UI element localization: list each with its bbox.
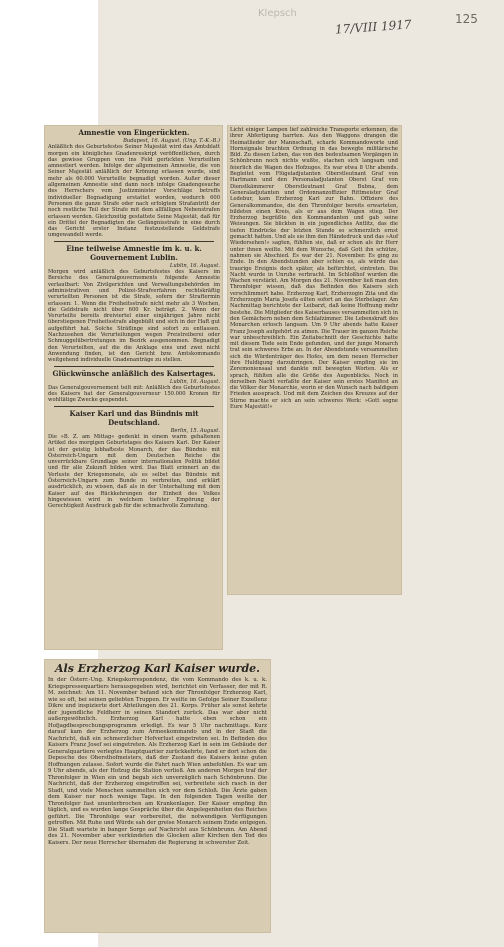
article-wishes: Das Generalgouvernement teilt mit: Anläßlich des Geburtsfestes des Kaisers hat der Generalgouverneur 150.000 Kronen für wohltätige Zwecke gespendet. <box>48 384 220 404</box>
newspaper-clipping-left <box>44 125 223 650</box>
newspaper-clipping-right <box>227 125 402 595</box>
article-lublin: Morgen wird anläßlich des Geburtsfestes des Kaisers im Bereiche des Generalgouvernements folgende Amnestie verlautbart: Von Zivilgerichten und Verwaltungsbehörden im administrativen und Polizei-Strafverfahren rechtskräftig verurteilten Personen ist die Strafe, sofern der Straftermin erlassen: 1. Wenn die Freiheitsstrafe nicht mehr als 3 Wochen, die Geldstrafe nicht über 600 Kr. beträgt. 2. Wenn der Verurteilte bereits dreiviertel einer einjährigen Jahre nicht überstiegenen Freiheitsstrafe abgebüßt und sich in der Haft gut aufgeführt hat. Solche Sträflinge sind sofort zu entlassen. Nachzusehen die Verurteilungen wegen Preistreiberei oder Schmuggelübertretungen im Bezirk ausgenommen. Begnadigt den Verurteilten, auf die die Anklage eins und zwei nicht Anwendung finden, ist den Gericht bzw. Amtskommando weitgehend individuelle Gnadenanträge zu stellen. <box>48 269 220 364</box>
article-emperor: In der Österr.-Ung. Kriegskorrespondenz, die vom Kommando des k. u. k. Kriegspressequartiers herausgegeben wird, berichtet ein Verfasser, der mit R. M. zeichnet: Am 11. November befand sich der Thronfolger Erzherzog Karl, wie so oft, bei seinen geliebten Truppen. Er weilte im Gefolge Seiner Exzellenz Dikre und inspizierte dort Abteilungen des 21. Korps. Früher als sonst kehrte der jugendliche Feldherr in seinen Standort zurück. Das war aber nicht außergewöhnlich. Erzherzog Karl hatte eben schon ein Hofjagdbesprechungsprogramm erledigt. Es war 5 Uhr nachmittags. Kurz darauf kam der Erzherzog zum Armeekommando und in der Stadt die Nachricht, daß ein schmerzlicher Hofverlust eingetreten sei. In Befinden des Kaisers Franz Josef sei eingetreten. Als Erzherzog Karl in sein im Gebäude der Generalquartiere verlegtes Hauptquartier zurückkehrte, fand er dort schon die Depesche des Obersthofmeisters, daß der Zustand des Kaisers keine guten Hoffnungen zulasse. Sofort wurde die Fahrt nach Wien anbefohlen. Es war um 9 Uhr abends, als der Hofzug die Station verließ. Am anderen Morgen traf der Thronfolger in Wien ein und begab sich unverzüglich nach Schönbrunn. Die Nachricht, daß der Erzherzog eingetroffen sei, verbreitete sich rasch in der Stadt, und viele Menschen sammelten sich vor dem Schloß. Die Ärzte gaben dem Kaiser nur noch wenige Tage. In den folgenden Tagen weilte der Thronfolger fast ununterbrochen am Krankenlager. Der Kaiser empfing ihn täglich, und es wurden lange Gespräche über die Angelegenheiten des Reiches geführt. Die Thronfolge war vorbereitet, die notwendigen Verfügungen getroffen. Mit Ruhe und Würde sah der greise Monarch seinem Ende entgegen. Die Stadt wartete in banger Sorge auf Nachricht aus Schönbrunn. Am Abend des 21. November aber verkündeten die Glocken aller Kirchen den Tod des Kaisers. Der neue Herrscher übernahm die Regierung in schwerster Zeit. <box>48 677 267 846</box>
headline-wishes: Glückwünsche anläßlich des Kaisertages. <box>52 368 216 378</box>
dateline-lublin: Lublin, 16. August. <box>169 262 220 269</box>
headline-partial-amnesty: Eine teilweise Amnestie im k. u. k. Gouvernement Lublin. <box>66 243 202 262</box>
newspaper-clipping-bottom <box>44 659 271 933</box>
dateline-berlin: Berlin, 15. August. <box>170 427 220 434</box>
handwritten-date: 17/VIII 1917 <box>334 17 412 37</box>
page-number: 125 <box>455 12 478 26</box>
headline-emperor: Als Erzherzog Karl Kaiser wurde. <box>54 662 260 675</box>
article-amnesty: Anläßlich des Geburtsfestes Seiner Majestät wird das Amtsblatt morgen ein königliches Gnadenreskript veröffentlichen, durch das gewisse Gruppen von ins Feld gerückten Verurteilten amnestiert werden. Infolge der allgemeinen Amnestie, die von Seiner Majestät anläßlich der Krönung erlassen wurde, sind mehr als 60.000 Verurteilte begnadigt worden. Außer dieser allgemeinen Amnestie sind dann noch infolge Gnadengesuche des Herrschers vom Justizminister Vorschläge betreffs individueller Begnadigung erstattet worden, wodurch 600 Personen die ganze Strafe oder nach erfolgtem Strafantritt der noch restliche Teil der Strafe mit dem allfälligen Nebenstrafen erlassen werden. Gleichzeitig gestattete Seine Majestät, daß für ein Drittel der Begnadigten die Gefängnisstrafe in eine durch das Gericht erster Instanz festzustellende Geldstrafe umgewandelt werde. <box>48 144 220 239</box>
pencil-mark: Klepsch <box>258 8 297 19</box>
headline-amnesty: Amnestie von Eingerückten. <box>78 128 190 137</box>
dateline-budapest: Budapest, 16. August. (Ung. T.-K.-B.) <box>123 138 220 144</box>
divider <box>54 366 214 367</box>
divider <box>54 241 214 242</box>
article-alliance: Die »B. Z. am Mittag« gedenkt in einem warm gehaltenen Artikel des morgigen Geburtstages des Kaisers Karl. Der Kaiser ist der geistig lebhafteste Monarch, der das Bündnis mit Österreich-Ungarn mit dem Deutschen Reiche die unverrückbare Grundlage seiner internationalen Politik bildet und für alle Zukunft bilden wird. Das Blatt erinnert an die Verluste der Kriegsmonate, als es selbst das Bündnis mit Österreich-Ungarn zum Bunde zu verbreiten, und erklärt ausdrücklich, zu wissen, daß als in der Unterhaltung mit dem Kaiser auf des Rückkehrungen der Einheit des Volkes hingewiesen wird in welchem tiefster Empörung der Gerechtigkeit Ausdruck gab für die schmachvolle Zumutung. <box>48 433 220 510</box>
divider <box>54 406 214 407</box>
article-continuation: Licht einiger Lampen lief zahlreiche Transporte erkennen, die ihrer Abfertigung harrten. Aus den Waggons drangen die Heimatlieder der Mannschaft, scharfe Kommandoworte und Hornsignale brachten Ordnung in das bewegte militärische Bild. Zu diesen Leben, das von den bedeutsamen Vorgängen in Schönbrunn noch nichts wußte, stachen sich langsam und feierlich die Wagen des Hofzuges. Es war etwa 8 Uhr abends. Begleitet vom Flügeladjutanten Oberstleutnant Graf von Hartmann und den Personaladjutanten Oberst Graf von Dienstkämmerer Oberstleutnant Graf Bubna, dem Generaladjutanten und Ordonnanzoffizier Rittmeister Graf Ledebur, kam Erzherzog Karl zur Bahn. Offiziere des Generalkommandos, die den Thronfolger bereits erwarteten, bildeten einen Kreis, als er aus dem Wagen stieg. Der Erzherzog begrüßte den Kommandanten und gab seine Weisungen. Sie blickten in ein jugendliches Antlitz, das die tiefen Eindrücke der letzten Stunde so schmerzlich ernst gemacht hatten. Und als sie ihm den Händedruck und das »Auf Wiedersehen!« sagten, fühlten sie, daß er schon als ihr Herr unter ihnen weilte. Mit dem Wunsche, daß Gott ihn schütze, nahmen sie Abschied. Es war der 21. November. Es ging zu Ende. In den Abendstunden aber schien es, als würde das traurige Ereignis doch später, als befürchtet, eintreten. Die Nacht wurde in Unruhe verbracht. Im Schloßhof wurden die Wachen verstärkt. Am Morgen des 21. November ließ man den Thronfolger wissen, daß das Befinden des Kaisers sich verschlimmert habe. Erzherzog Karl, Erzherzogin Zita und die Erzherzogin Maria Josefa eilten sofort an das Sterbelager. Am Nachmittag berichtete der Leibarzt, daß keine Hoffnung mehr bestehe. Die Mitglieder des Kaiserhauses versammelten sich in den Gemächern neben dem Schlafzimmer. Die Lebenskraft des Monarchen erlosch langsam. Um 9 Uhr abends hatte Kaiser Franz Joseph aufgehört zu atmen. Die Trauer im ganzen Reiche war unbeschreiblich. Ein Zeitabschnitt der Geschichte hatte mit diesem Tode sein Ende gefunden, und der junge Monarch trat sein schweres Erbe an. In der Abendstunde versammelten sich die Würdenträger des Hofes, um dem neuen Herrscher ihre Huldigung darzubringen. Der Kaiser empfing sie im Zeremoniensaal und dankte mit bewegten Worten. Als er sprach, fühlten alle die Größe des Augenblicks. Noch in derselben Nacht verfaßte der Kaiser sein erstes Manifest an die Völker der Monarchie, worin er den Wunsch nach baldigem Frieden aussprach. Und mit dem Zeichen des Kreuzes auf der Stirne machte er sich an sein schweres Werk: »Gott segne Eure Majestät!« <box>230 127 398 411</box>
headline-alliance: Kaiser Karl und das Bündnis mit Deutschland. <box>69 408 199 427</box>
dateline-lublin: Lublin, 16. August. <box>169 378 220 385</box>
